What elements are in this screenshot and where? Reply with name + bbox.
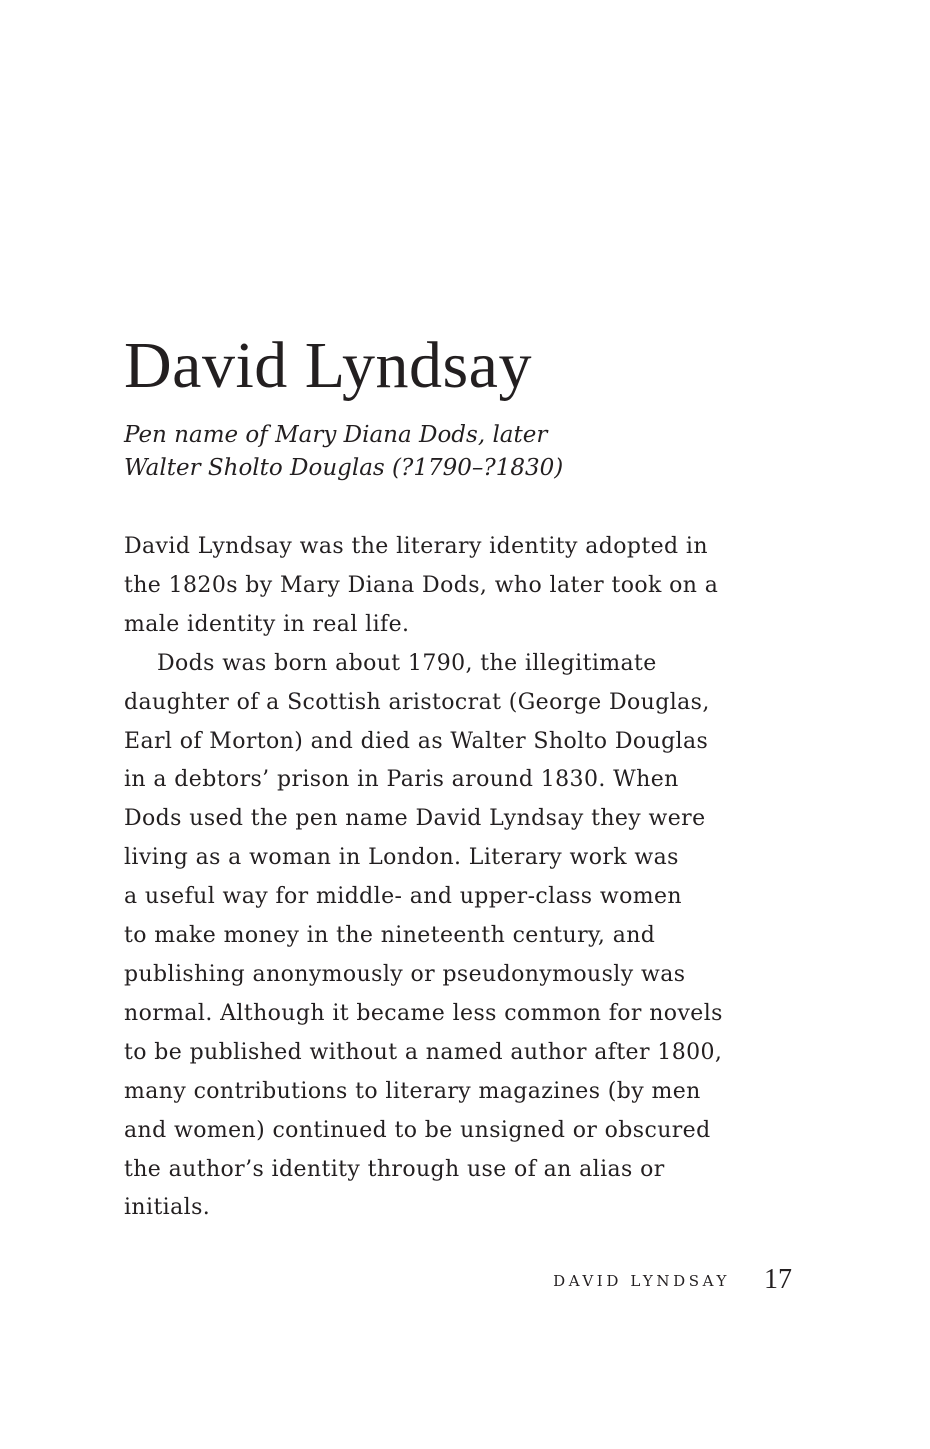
paragraph-line: publishing anonymously or pseudonymously was — [124, 961, 686, 987]
paragraph-line: many contributions to literary magazines (by men — [124, 1078, 701, 1104]
paragraph-line: David Lyndsay was the literary identity adopted in — [124, 534, 708, 559]
paragraph-line: to be published without a named author after 1800, — [124, 1039, 723, 1065]
chapter-subtitle — [124, 419, 804, 485]
paragraph-line: initials. — [124, 1195, 211, 1221]
running-head: DAVID LYNDSAY — [553, 1272, 730, 1290]
paragraph-line: Earl of Morton) and died as Walter Sholto Douglas — [124, 728, 709, 754]
paragraph-line: male identity in real life. — [124, 611, 410, 637]
paragraph-line: a useful way for middle- and upper-class women — [124, 884, 682, 910]
paragraph-line: and women) continued to be unsigned or obscured — [124, 1117, 711, 1143]
paragraph-line: to make money in the nineteenth century, and — [124, 923, 656, 949]
chapter-title: David Lyndsay — [124, 329, 532, 402]
paragraph-line: the 1820s by Mary Diana Dods, who later took on a — [124, 572, 719, 598]
body-text — [124, 528, 814, 1228]
paragraph-line: normal. Although it became less common for novels — [124, 1000, 723, 1026]
paragraph-line: in a debtors’ prison in Paris around 1830. When — [124, 767, 679, 793]
subtitle-line: Walter Sholto Douglas (?1790–?1830) — [124, 455, 564, 481]
paragraph-line: Dods was born about 1790, the illegitimate — [157, 650, 657, 676]
page-footer — [124, 1262, 792, 1302]
paragraph-line: Dods used the pen name David Lyndsay they were — [124, 806, 706, 832]
paragraph-line: the author’s identity through use of an alias or — [124, 1156, 665, 1182]
subtitle-line: Pen name of Mary Diana Dods, later — [124, 422, 548, 448]
paragraph-line: living as a woman in London. Literary work was — [124, 845, 679, 871]
paragraph-line: daughter of a Scottish aristocrat (George Douglas, — [124, 689, 710, 715]
page-number: 17 — [764, 1264, 792, 1295]
